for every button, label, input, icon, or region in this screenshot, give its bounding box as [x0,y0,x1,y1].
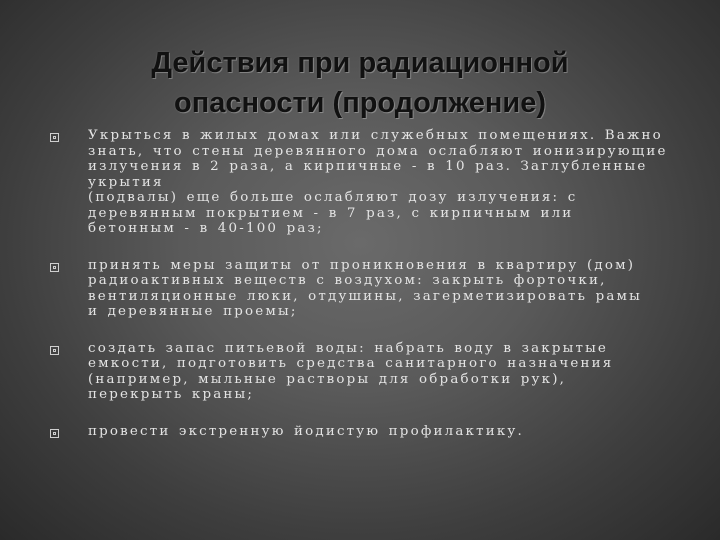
slide-title [0,43,720,123]
slide-title-line-1: Действия при радиационной [151,47,569,80]
bullet-line: принять меры защиты от проникновения в квартиру (дом) [88,257,636,273]
box-bullet-icon [50,429,59,438]
bullet-line: радиоактивных веществ с воздухом: закрыть форточки, [88,273,607,288]
bullet-line: (подвалы) еще больше ослабляют дозу излучения: с [88,190,578,205]
slide-title-line-2: опасности (продолжение) [173,87,547,120]
box-bullet-icon [50,263,59,272]
bullet-item-shelter [50,128,690,237]
bullet-item-protection [50,258,690,320]
bullet-item-iodine [50,424,690,440]
bullet-line: знать, что стены деревянного дома ослабляют ионизирующие [88,143,668,159]
bullet-text [88,341,690,403]
bullet-line: перекрыть краны; [88,387,255,402]
bullet-text [88,128,690,237]
bullet-line: Укрыться в жилых домах или служебных помещениях. Важно [88,128,663,143]
bullet-line: (например, мыльные растворы для обработки рук), [88,371,567,387]
bullet-line: создать запас питьевой воды: набрать воду в закрытые [88,340,609,356]
bullet-line: деревянным покрытием - в 7 раз, с кирпичным или [88,205,574,221]
bullet-list [50,128,690,460]
box-bullet-icon [50,133,59,142]
bullet-line: емкости, подготовить средства санитарного назначения [88,356,614,371]
bullet-line: и деревянные проемы; [88,304,298,319]
bullet-text [88,424,690,440]
bullet-line: провести экстренную йодистую профилактику. [88,423,524,439]
bullet-line: бетонным - в 40-100 раз; [88,221,324,236]
box-bullet-icon [50,346,59,355]
bullet-text [88,258,690,320]
bullet-line: укрытия [88,174,164,190]
bullet-line: излучения в 2 раза, а кирпичные - в 10 раз. Заглубленные [88,159,648,174]
bullet-item-water [50,341,690,403]
bullet-line: вентиляционные люки, отдушины, загерметизировать рамы [88,288,643,304]
